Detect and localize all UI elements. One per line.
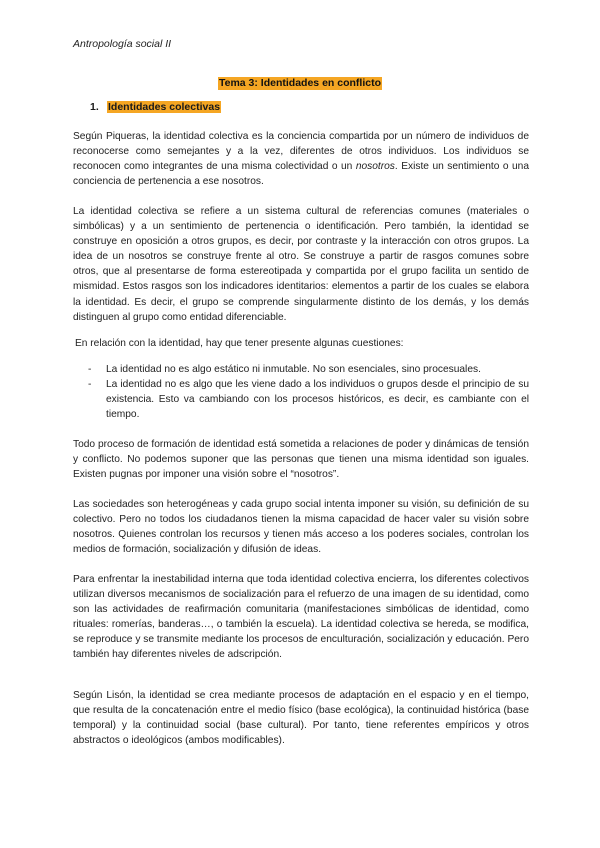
paragraph-text: Para enfrentar la inestabilidad interna que toda identidad colectiva encierra, los diferentes colectivos utilizan diversos mecanismos de socialización para el refuerzo de una imagen de su identidad, como son las actividades de reafirmación comunitaria (manifestaciones simbólicas de identidad, como rituales: romerías, banderas…, o también la escuela). La identidad colectiva se hereda, se modifica, se reproduce y se transmite mediante los procesos de enculturación, socialización y educación. Pero también hay diferentes niveles de adscripción.: [73, 574, 529, 661]
paragraph-inestabilidad: [73, 572, 529, 663]
list-item: [73, 377, 529, 422]
paragraph-lison: [73, 688, 529, 748]
section-label: Identidades colectivas: [108, 101, 221, 113]
dash-bullet-icon: -: [88, 364, 92, 375]
list-item-text: La identidad no es algo que les viene dado a los individuos o grupos desde el principio de su existencia. Esto va cambiando con los procesos históricos, es decir, es cambiante con el tiempo.: [106, 379, 529, 421]
paragraph-piqueras: [73, 129, 529, 189]
page-title: Tema 3: Identidades en conflicto: [218, 77, 381, 89]
paragraph-text: Según Lisón, la identidad se crea mediante procesos de adaptación en el espacio y en el tiempo, que resulta de la concatenación entre el medio físico (base ecológica), la continuidad histórica (base temporal) y la continuidad social (base cultural). Por tanto, tiene referentes empíricos y otros abstractos o ideológicos (ambos modificables).: [73, 690, 529, 747]
paragraph-text: La identidad colectiva se refiere a un sistema cultural de referencias comunes (materiales o simbólicas) y a un sentimiento de pertenencia o identificación. Pero también, la identidad se construye en oposición a otros grupos, es decir, por contraste y la interacción con otros grupos. La idea de un nosotros se construye frente al otro. Se construye a partir de rasgos comunes sobre otros, que al presentarse de forma estereotipada y compartida por el grupo facilita un sentido de mismidad. Estos rasgos son los indicadores identitarios: elementos a partir de los cuales se elabora la identidad. Es decir, el grupo se comprende singularmente distinto de los demás, y los demás distinguen al grupo como entidad diferenciable.: [73, 206, 529, 323]
paragraph-sociedades: [73, 497, 529, 557]
running-header: Antropología social II: [73, 38, 172, 50]
emphasis-nosotros: nosotros: [355, 161, 395, 173]
title-container: [0, 73, 600, 91]
paragraph-cuestiones: [73, 336, 531, 351]
list-item-text: La identidad no es algo estático ni inmutable. No son esenciales, sino procesuales.: [106, 364, 481, 375]
paragraph-text: Según Piqueras, la identidad colectiva es la conciencia compartida por un número de individuos de reconocerse como semejantes y a la vez, diferentes de otros individuos. Los individuos se reconocen como integrantes de una misma colectividad o un: [73, 131, 529, 173]
paragraph-text: Las sociedades son heterogéneas y cada grupo social intenta imponer su visión, su definición de su colectivo. Pero no todos los ciudadanos tienen la misma capacidad de hacer valer su visión sobre nosotros. Quienes controlan los recursos y tienen más acceso a los poderes sociales, controlan los medios de formación, socialización y difusión de ideas.: [73, 499, 529, 556]
bullet-list: [73, 362, 529, 422]
paragraph-text: . Existe un sentimiento o una conciencia de pertenencia a ese nosotros.: [73, 161, 529, 188]
paragraph-text: En relación con la identidad, hay que tener presente algunas cuestiones:: [75, 338, 404, 349]
paragraph-poder: [73, 437, 529, 482]
dash-bullet-icon: -: [88, 379, 92, 391]
paragraph-text: Todo proceso de formación de identidad está sometida a relaciones de poder y dinámicas de tensión y conflicto. No podemos suponer que las personas que tienen una misma identidad son iguales. Existen pugnas por imponer una visión sobre el “nosotros”.: [73, 439, 529, 481]
list-item: [73, 362, 529, 377]
paragraph-referencias: [73, 204, 529, 325]
section-heading: [90, 101, 221, 114]
section-number: 1.: [90, 101, 99, 113]
